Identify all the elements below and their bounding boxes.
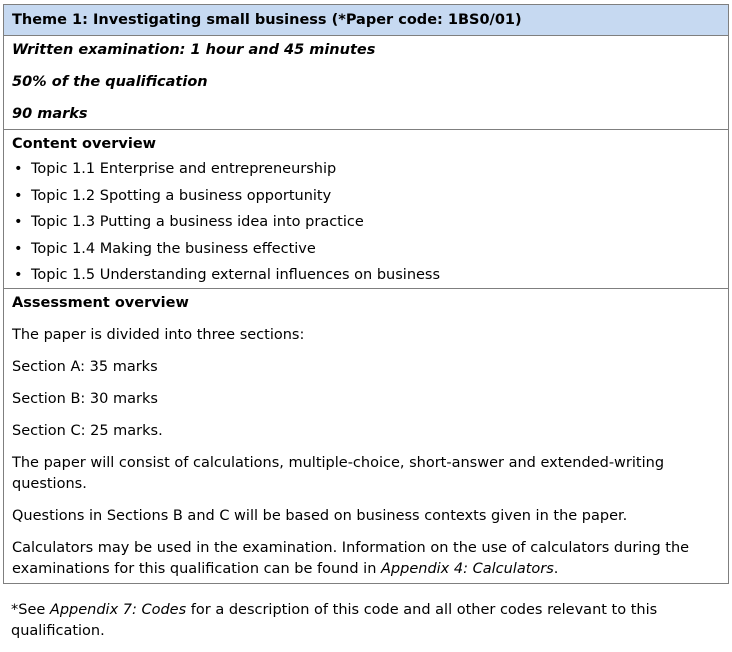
topic-item	[12, 186, 720, 207]
business-contexts: Questions in Sections B and C will be based on business contexts given in the paper.	[12, 508, 628, 524]
topic-item	[12, 239, 720, 260]
assessment-overview-heading: Assessment overview	[12, 295, 189, 311]
topic-item	[12, 265, 720, 286]
topic-item	[12, 212, 720, 233]
exam-duration: Written examination: 1 hour and 45 minutes	[12, 42, 376, 58]
footnote-end: for a description of this code and all other codes relevant to this qualification.	[11, 602, 658, 639]
qualification-weight: 50% of the qualification	[12, 74, 208, 90]
topic-list	[12, 159, 720, 286]
theme-title: Theme 1: Investigating small business (*Paper code: 1BS0/01)	[4, 5, 729, 36]
topic-label: Topic 1.4 Making the business effective	[31, 240, 316, 257]
calculators-text: Calculators may be used in the examination. Information on the use of calculators during the examinations for this qualification can be found in	[12, 540, 690, 577]
bullet-icon: •	[14, 161, 23, 177]
topic-label: Topic 1.1 Enterprise and entrepreneurship	[31, 161, 337, 177]
bullet-icon: •	[14, 267, 23, 283]
section-c-marks: Section C: 25 marks.	[12, 423, 163, 439]
topic-label: Topic 1.3 Putting a business idea into practice	[31, 214, 364, 230]
assessment-intro: The paper is divided into three sections:	[12, 327, 305, 343]
bullet-icon: •	[14, 187, 23, 204]
bullet-icon: •	[14, 214, 23, 230]
paper-code-footnote	[11, 600, 711, 642]
section-a-marks: Section A: 35 marks	[12, 359, 158, 375]
exam-details-cell	[4, 36, 729, 130]
bullet-icon: •	[14, 240, 23, 257]
footnote-start: *See	[11, 602, 50, 618]
content-overview-heading: Content overview	[12, 136, 157, 152]
question-types: The paper will consist of calculations, multiple-choice, short-answer and extended-writing questions.	[12, 455, 665, 492]
topic-label: Topic 1.5 Understanding external influences on business	[31, 267, 441, 283]
calculators-appendix-ref: Appendix 4: Calculators	[381, 561, 554, 577]
calculators-end: .	[553, 561, 559, 577]
codes-appendix-ref: Appendix 7: Codes	[49, 602, 187, 618]
total-marks: 90 marks	[12, 106, 88, 122]
calculators-note	[12, 538, 720, 580]
theme-spec-table	[3, 4, 729, 584]
topic-item	[12, 159, 720, 180]
section-b-marks: Section B: 30 marks	[12, 391, 158, 407]
content-overview-cell	[4, 130, 729, 289]
assessment-overview-cell	[4, 289, 729, 584]
topic-label: Topic 1.2 Spotting a business opportunity	[31, 187, 332, 204]
